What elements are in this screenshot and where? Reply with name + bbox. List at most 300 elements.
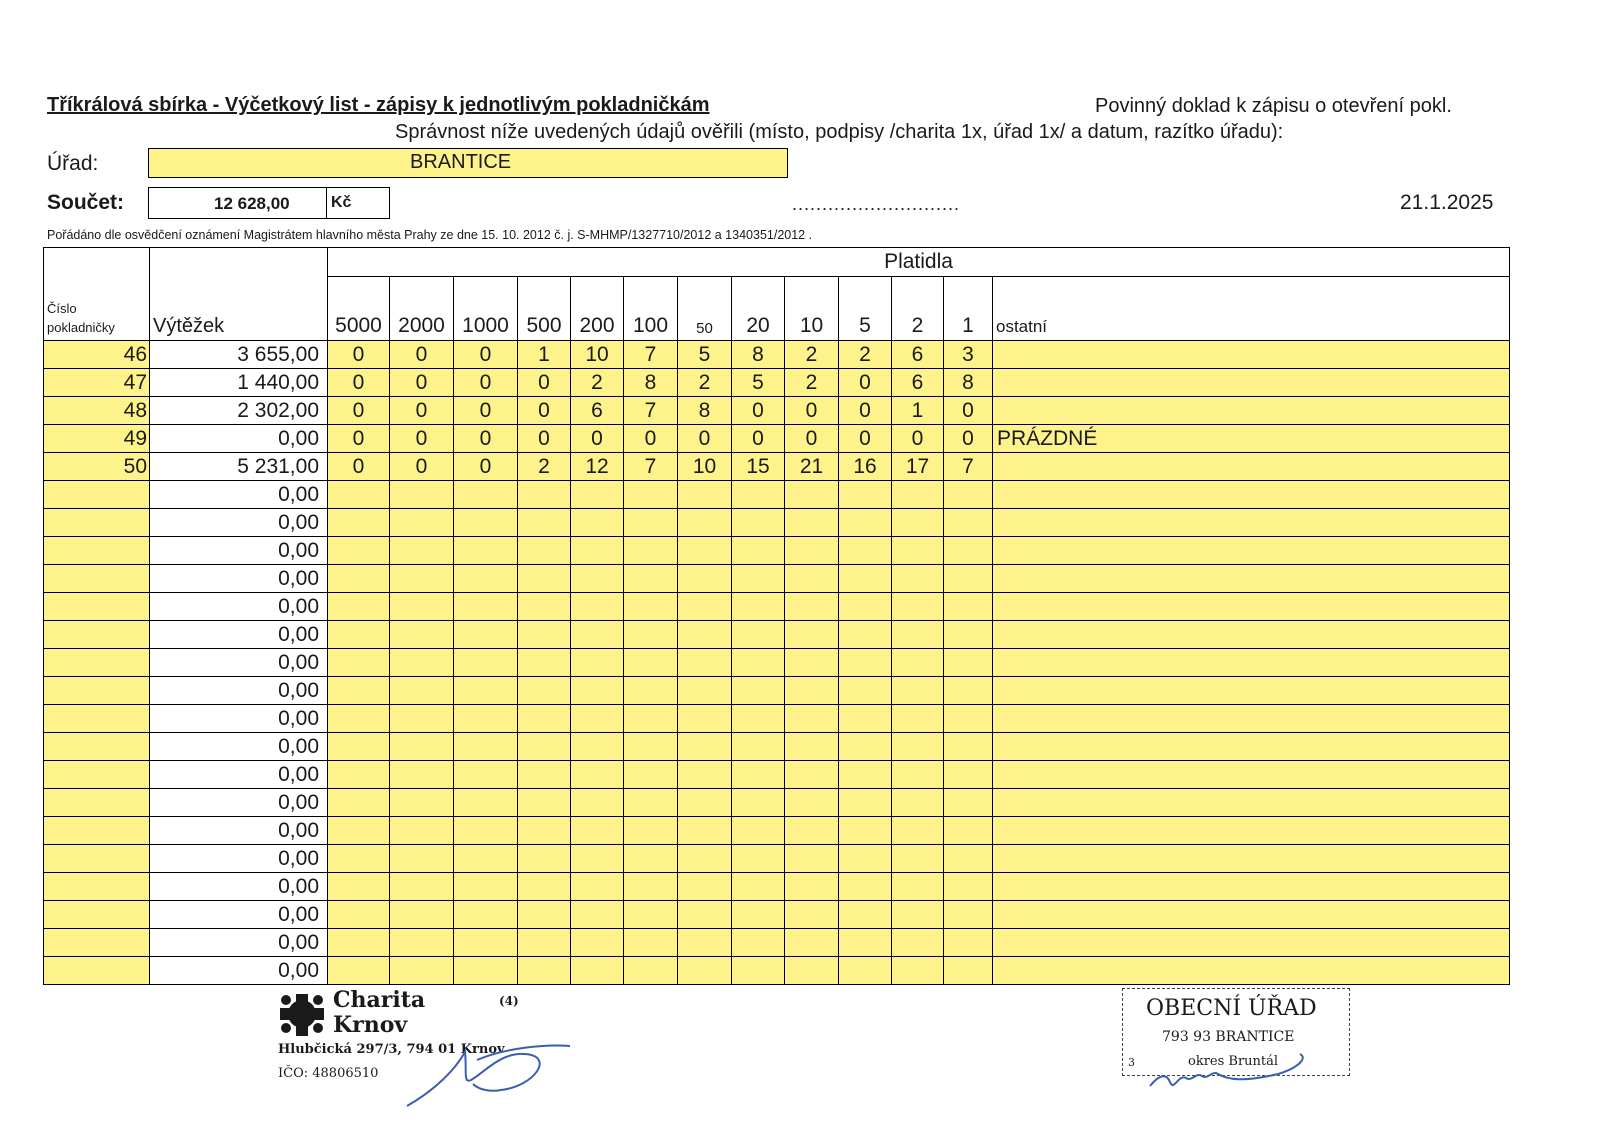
count-cell (839, 845, 892, 873)
count-cell (785, 537, 839, 565)
count-cell (785, 593, 839, 621)
table-row (44, 957, 1510, 985)
count-cell (571, 705, 624, 733)
count-cell (624, 565, 678, 593)
count-cell (390, 565, 454, 593)
count-cell (624, 621, 678, 649)
other-cell (993, 789, 1510, 817)
count-cell (624, 705, 678, 733)
count-cell: 2 (839, 341, 892, 369)
count-cell (678, 733, 732, 761)
count-cell: 0 (892, 425, 944, 453)
count-cell (390, 733, 454, 761)
count-cell (454, 649, 518, 677)
count-cell (518, 845, 571, 873)
count-cell: 0 (839, 369, 892, 397)
count-cell: 0 (732, 397, 785, 425)
count-cell (678, 845, 732, 873)
count-cell (732, 509, 785, 537)
count-cell (390, 593, 454, 621)
table-row (44, 509, 1510, 537)
count-cell (624, 733, 678, 761)
count-cell (328, 621, 390, 649)
count-cell (624, 817, 678, 845)
count-cell (944, 621, 993, 649)
yield-cell: 2 302,00 (150, 397, 328, 425)
stamp-address: 793 93 BRANTICE (1162, 1029, 1295, 1045)
count-cell (328, 929, 390, 957)
table-row (44, 929, 1510, 957)
box-number-cell (44, 565, 150, 593)
table-row (44, 789, 1510, 817)
count-cell (892, 705, 944, 733)
other-cell (993, 705, 1510, 733)
table-row (44, 621, 1510, 649)
count-cell: 7 (624, 397, 678, 425)
count-cell (624, 901, 678, 929)
count-cell: 0 (732, 425, 785, 453)
other-cell (993, 957, 1510, 985)
count-cell: 0 (328, 453, 390, 481)
office-value: BRANTICE (410, 151, 512, 173)
yield-cell: 0,00 (150, 537, 328, 565)
yield-cell: 0,00 (150, 593, 328, 621)
column-header-box-number: Číslo pokladničky (44, 248, 150, 341)
count-cell: 0 (518, 369, 571, 397)
column-header-denomination: 200 (571, 277, 624, 341)
box-number-cell: 49 (44, 425, 150, 453)
count-cell (944, 509, 993, 537)
count-cell (571, 817, 624, 845)
count-cell (892, 593, 944, 621)
count-cell (732, 817, 785, 845)
count-cell (839, 677, 892, 705)
count-cell (944, 957, 993, 985)
count-cell (839, 901, 892, 929)
count-cell: 6 (571, 397, 624, 425)
count-cell: 0 (839, 397, 892, 425)
table-row (44, 537, 1510, 565)
yield-cell: 1 440,00 (150, 369, 328, 397)
count-cell (390, 509, 454, 537)
count-cell (892, 481, 944, 509)
count-cell: 7 (944, 453, 993, 481)
count-cell (571, 677, 624, 705)
count-cell: 6 (892, 341, 944, 369)
count-cell: 15 (732, 453, 785, 481)
table-row (44, 593, 1510, 621)
count-cell: 3 (944, 341, 993, 369)
count-cell (839, 789, 892, 817)
box-number-cell (44, 509, 150, 537)
count-cell (454, 621, 518, 649)
count-cell: 0 (328, 369, 390, 397)
count-cell (678, 593, 732, 621)
column-header-denomination: 20 (732, 277, 785, 341)
box-number-cell (44, 817, 150, 845)
count-cell (732, 593, 785, 621)
count-cell (785, 761, 839, 789)
count-cell (624, 789, 678, 817)
count-cell (944, 481, 993, 509)
table-row (44, 845, 1510, 873)
count-cell (678, 761, 732, 789)
count-cell: 21 (785, 453, 839, 481)
box-number-cell: 50 (44, 453, 150, 481)
page-title: Tříkrálová sbírka - Výčetkový list - zápisy k jednotlivým pokladničkám (47, 94, 710, 116)
count-cell (390, 873, 454, 901)
count-cell: 0 (454, 369, 518, 397)
count-cell (571, 621, 624, 649)
count-cell (328, 957, 390, 985)
count-cell (624, 649, 678, 677)
count-cell (944, 873, 993, 901)
count-cell: 0 (390, 369, 454, 397)
count-cell (785, 845, 839, 873)
count-cell (328, 845, 390, 873)
count-cell (571, 649, 624, 677)
count-cell: 0 (518, 397, 571, 425)
count-cell: 1 (892, 397, 944, 425)
count-cell: 8 (624, 369, 678, 397)
count-cell: 10 (678, 453, 732, 481)
mandatory-note: Povinný doklad k zápisu o otevření pokl. (1095, 95, 1452, 117)
count-cell (328, 733, 390, 761)
table-row (44, 397, 1510, 425)
count-cell (454, 761, 518, 789)
count-cell (732, 929, 785, 957)
count-cell (390, 817, 454, 845)
other-cell (993, 369, 1510, 397)
table-row (44, 453, 1510, 481)
count-cell (944, 733, 993, 761)
count-cell (892, 537, 944, 565)
box-number-cell (44, 845, 150, 873)
count-cell: 2 (785, 369, 839, 397)
count-cell (518, 649, 571, 677)
count-cell: 6 (892, 369, 944, 397)
count-cell (390, 789, 454, 817)
legal-note: Pořádáno dle osvědčení oznámení Magistrátem hlavního města Prahy ze dne 15. 10. 2012 č. j. S-MHMP/1327710/2012 a 1340351/2012 . (47, 228, 813, 242)
column-header-yield: Výtěžek (150, 248, 328, 341)
sum-value: 12 628,00 (214, 194, 290, 213)
count-cell (944, 565, 993, 593)
count-cell (328, 565, 390, 593)
count-cell (518, 621, 571, 649)
page-number: (4) (499, 994, 519, 1008)
office-signature-icon (1148, 1052, 1318, 1102)
charita-name: Charita Krnov (333, 987, 426, 1038)
count-cell (839, 761, 892, 789)
column-header-denomination: 2000 (390, 277, 454, 341)
charita-ico: IČO: 48806510 (278, 1066, 379, 1081)
count-cell (390, 481, 454, 509)
count-cell (328, 537, 390, 565)
count-cell (454, 929, 518, 957)
count-cell (518, 761, 571, 789)
count-cell (785, 649, 839, 677)
count-cell (328, 593, 390, 621)
count-cell (518, 901, 571, 929)
table-row (44, 481, 1510, 509)
box-number-cell: 48 (44, 397, 150, 425)
count-cell (571, 789, 624, 817)
count-cell (892, 509, 944, 537)
count-cell (678, 537, 732, 565)
count-cell (571, 761, 624, 789)
count-cell (944, 677, 993, 705)
box-number-cell (44, 733, 150, 761)
count-cell: 8 (678, 397, 732, 425)
other-cell (993, 817, 1510, 845)
count-cell (785, 733, 839, 761)
count-cell (678, 565, 732, 593)
table-row (44, 677, 1510, 705)
count-cell: 1 (518, 341, 571, 369)
count-cell (571, 845, 624, 873)
box-number-cell (44, 593, 150, 621)
count-cell (454, 537, 518, 565)
count-cell: 12 (571, 453, 624, 481)
count-cell (839, 733, 892, 761)
box-number-cell (44, 901, 150, 929)
table-row (44, 761, 1510, 789)
sum-label: Součet: (47, 191, 125, 214)
count-cell (678, 789, 732, 817)
count-cell (785, 789, 839, 817)
count-cell (732, 481, 785, 509)
box-number-cell: 47 (44, 369, 150, 397)
count-cell (732, 621, 785, 649)
count-cell (785, 705, 839, 733)
count-cell (571, 901, 624, 929)
yield-cell: 0,00 (150, 901, 328, 929)
count-cell (624, 677, 678, 705)
box-number-cell (44, 761, 150, 789)
count-cell (892, 873, 944, 901)
count-cell (732, 873, 785, 901)
count-cell: 0 (328, 425, 390, 453)
box-number-cell (44, 649, 150, 677)
count-cell: 0 (390, 341, 454, 369)
count-cell: 0 (518, 425, 571, 453)
verification-note: Správnost níže uvedených údajů ověřili (místo, podpisy /charita 1x, úřad 1x/ a datum, razítko úřadu): (395, 121, 1284, 143)
yield-cell: 0,00 (150, 789, 328, 817)
count-cell: 7 (624, 453, 678, 481)
count-cell (624, 481, 678, 509)
table-row (44, 341, 1510, 369)
count-cell: 8 (944, 369, 993, 397)
count-cell (678, 677, 732, 705)
signature-dots: ............................ (792, 194, 961, 214)
count-cell: 2 (678, 369, 732, 397)
count-cell (732, 649, 785, 677)
count-cell (454, 509, 518, 537)
count-cell (839, 509, 892, 537)
count-cell (390, 621, 454, 649)
count-cell (518, 733, 571, 761)
other-cell (993, 341, 1510, 369)
count-cell (678, 481, 732, 509)
count-cell (732, 565, 785, 593)
count-cell (454, 565, 518, 593)
yield-cell: 0,00 (150, 649, 328, 677)
box-number-cell (44, 677, 150, 705)
count-cell (390, 705, 454, 733)
count-cell (624, 761, 678, 789)
count-cell (518, 705, 571, 733)
count-cell (624, 845, 678, 873)
box-number-cell (44, 621, 150, 649)
other-cell: PRÁZDNÉ (993, 425, 1510, 453)
count-cell (454, 845, 518, 873)
yield-cell: 0,00 (150, 957, 328, 985)
count-cell: 0 (571, 425, 624, 453)
count-cell: 0 (390, 453, 454, 481)
column-header-other: ostatní (993, 277, 1510, 341)
count-cell: 0 (390, 397, 454, 425)
count-cell (390, 649, 454, 677)
count-cell (785, 509, 839, 537)
count-cell (892, 845, 944, 873)
count-cell (390, 929, 454, 957)
other-cell (993, 929, 1510, 957)
count-cell (839, 649, 892, 677)
yield-cell: 0,00 (150, 845, 328, 873)
count-cell (892, 901, 944, 929)
table-row (44, 369, 1510, 397)
count-cell (390, 901, 454, 929)
count-cell (732, 789, 785, 817)
table-row (44, 873, 1510, 901)
count-cell (454, 733, 518, 761)
other-cell (993, 565, 1510, 593)
count-cell (839, 873, 892, 901)
count-cell (839, 817, 892, 845)
count-cell: 0 (454, 341, 518, 369)
count-cell (518, 957, 571, 985)
yield-cell: 0,00 (150, 565, 328, 593)
yield-cell: 0,00 (150, 873, 328, 901)
count-cell (839, 957, 892, 985)
count-cell (328, 817, 390, 845)
count-cell: 2 (518, 453, 571, 481)
count-cell (785, 873, 839, 901)
count-cell (518, 873, 571, 901)
count-cell (944, 593, 993, 621)
count-cell (944, 929, 993, 957)
yield-cell: 0,00 (150, 705, 328, 733)
stamp-district: okres Bruntál (1188, 1054, 1279, 1069)
count-cell (944, 789, 993, 817)
table-row (44, 901, 1510, 929)
column-header-denomination: 1000 (454, 277, 518, 341)
count-cell: 2 (785, 341, 839, 369)
count-cell (944, 537, 993, 565)
count-cell (624, 957, 678, 985)
count-cell (785, 677, 839, 705)
count-cell (390, 845, 454, 873)
count-cell (732, 705, 785, 733)
column-header-denomination: 2 (892, 277, 944, 341)
count-cell (454, 789, 518, 817)
count-cell (785, 929, 839, 957)
count-cell (571, 593, 624, 621)
count-cell (518, 817, 571, 845)
count-cell (518, 537, 571, 565)
sum-currency: Kč (331, 194, 352, 211)
other-cell (993, 733, 1510, 761)
box-number-cell (44, 537, 150, 565)
count-cell (328, 705, 390, 733)
count-cell (390, 677, 454, 705)
other-cell (993, 677, 1510, 705)
sum-divider (326, 187, 327, 219)
charita-signature-icon (405, 1040, 575, 1110)
count-cell (454, 957, 518, 985)
count-cell (892, 733, 944, 761)
count-cell (732, 845, 785, 873)
count-cell (454, 817, 518, 845)
column-header-denomination: 1 (944, 277, 993, 341)
count-cell (785, 817, 839, 845)
count-cell (328, 509, 390, 537)
count-cell: 2 (571, 369, 624, 397)
count-cell (944, 817, 993, 845)
column-header-denomination: 50 (678, 277, 732, 341)
count-cell (839, 929, 892, 957)
count-cell (839, 481, 892, 509)
charita-address: Hlubčická 297/3, 794 01 Krnov (278, 1042, 505, 1057)
box-number-cell (44, 705, 150, 733)
count-cell (390, 537, 454, 565)
table-row (44, 565, 1510, 593)
count-cell (328, 901, 390, 929)
count-cell (571, 929, 624, 957)
other-cell (993, 621, 1510, 649)
count-cell (944, 761, 993, 789)
count-cell (571, 957, 624, 985)
count-cell (571, 565, 624, 593)
count-cell: 0 (624, 425, 678, 453)
count-cell (839, 705, 892, 733)
other-cell (993, 845, 1510, 873)
count-cell: 5 (678, 341, 732, 369)
other-cell (993, 397, 1510, 425)
count-cell (944, 901, 993, 929)
count-cell: 0 (454, 397, 518, 425)
count-cell (785, 957, 839, 985)
count-cell (839, 537, 892, 565)
count-cell (892, 817, 944, 845)
other-cell (993, 873, 1510, 901)
count-cell (944, 649, 993, 677)
count-cell (678, 873, 732, 901)
yield-cell: 0,00 (150, 677, 328, 705)
other-cell (993, 901, 1510, 929)
yield-cell: 0,00 (150, 761, 328, 789)
count-cell (518, 481, 571, 509)
count-cell (454, 901, 518, 929)
count-cell (892, 649, 944, 677)
count-cell: 0 (785, 425, 839, 453)
other-cell (993, 537, 1510, 565)
table-row (44, 733, 1510, 761)
other-cell (993, 649, 1510, 677)
count-cell (454, 873, 518, 901)
count-cell (678, 817, 732, 845)
stamp-title: OBECNÍ ÚŘAD (1146, 996, 1317, 1021)
